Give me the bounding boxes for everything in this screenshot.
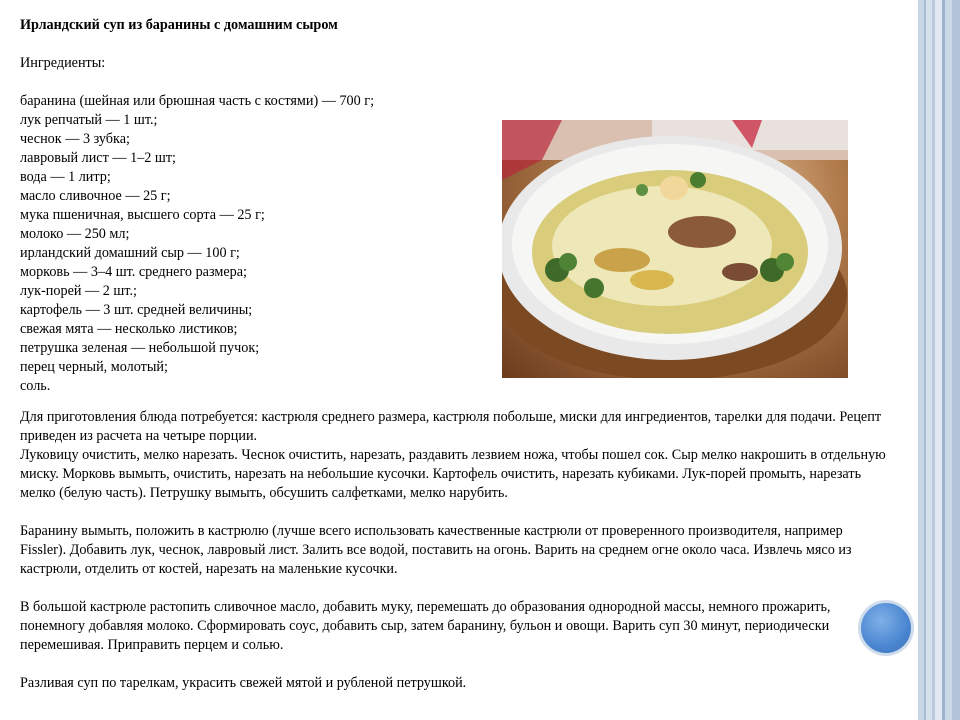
soup-bowl-photo <box>502 120 848 378</box>
ingredient-item: масло сливочное — 25 г; <box>20 188 171 204</box>
ingredient-item: чеснок — 3 зубка; <box>20 131 130 147</box>
paragraph-serving: Разливая суп по тарелкам, украсить свежей мятой и рубленой петрушкой. <box>20 675 467 691</box>
ingredient-item: ирландский домашний сыр — 100 г; <box>20 245 240 261</box>
ingredient-item: свежая мята — несколько листиков; <box>20 321 238 337</box>
ingredient-item: баранина (шейная или брюшная часть с костями) — 700 г; <box>20 93 375 109</box>
ingredient-item: молоко — 250 мл; <box>20 226 130 242</box>
circle-decoration-icon <box>858 600 914 656</box>
ingredient-item: лавровый лист — 1–2 шт; <box>20 150 176 166</box>
ingredient-item: морковь — 3–4 шт. среднего размера; <box>20 264 247 280</box>
paragraph-equipment: Для приготовления блюда потребуется: кастрюля среднего размера, кастрюля побольше, миски для ингредиентов, тарелки для подачи. Рецепт приведен из расчета на четыре порции. <box>20 409 882 444</box>
paragraph-meat: Баранину вымыть, положить в кастрюлю (лучше всего использовать качественные кастрюли от проверенного производителя, например Fissler). Добавить лук, чеснок, лавровый лист. Залить все водой, поставить на огонь. Варить на среднем огне около часа. Извлечь мясо из кастрюли, отделить от костей, нарезать на маленькие кусочки. <box>20 523 852 577</box>
recipe-title: Ирландский суп из баранины с домашним сыром <box>20 17 338 33</box>
ingredient-item: вода — 1 литр; <box>20 169 111 185</box>
ingredient-item: соль. <box>20 378 51 394</box>
side-decoration-strip <box>918 0 960 720</box>
ingredient-item: лук-порей — 2 шт.; <box>20 283 137 299</box>
ingredient-item: перец черный, молотый; <box>20 359 168 375</box>
ingredient-item: петрушка зеленая — небольшой пучок; <box>20 340 260 356</box>
ingredients-heading: Ингредиенты: <box>20 55 106 71</box>
paragraph-prep: Луковицу очистить, мелко нарезать. Чеснок очистить, нарезать, раздавить лезвием ножа, чтобы пошел сок. Сыр мелко накрошить в отдельную миску. Морковь вымыть, очистить, нарезать на небольшие кусочки. Картофель очистить, нарезать кубиками. Лук-порей промыть, нарезать мелко (белую часть). Петрушку вымыть, обсушить салфетками, мелко нарубить. <box>20 447 886 501</box>
ingredient-item: картофель — 3 шт. средней величины; <box>20 302 253 318</box>
paragraph-soup: В большой кастрюле растопить сливочное масло, добавить муку, перемешать до образования однородной массы, немного прожарить, понемногу добавляя молоко. Сформировать соус, добавить сыр, затем баранину, бульон и овощи. Варить суп 30 минут, периодически перемешивая. Приправить перцем и солью. <box>20 599 831 653</box>
ingredient-item: лук репчатый — 1 шт.; <box>20 112 158 128</box>
ingredient-item: мука пшеничная, высшего сорта — 25 г; <box>20 207 265 223</box>
